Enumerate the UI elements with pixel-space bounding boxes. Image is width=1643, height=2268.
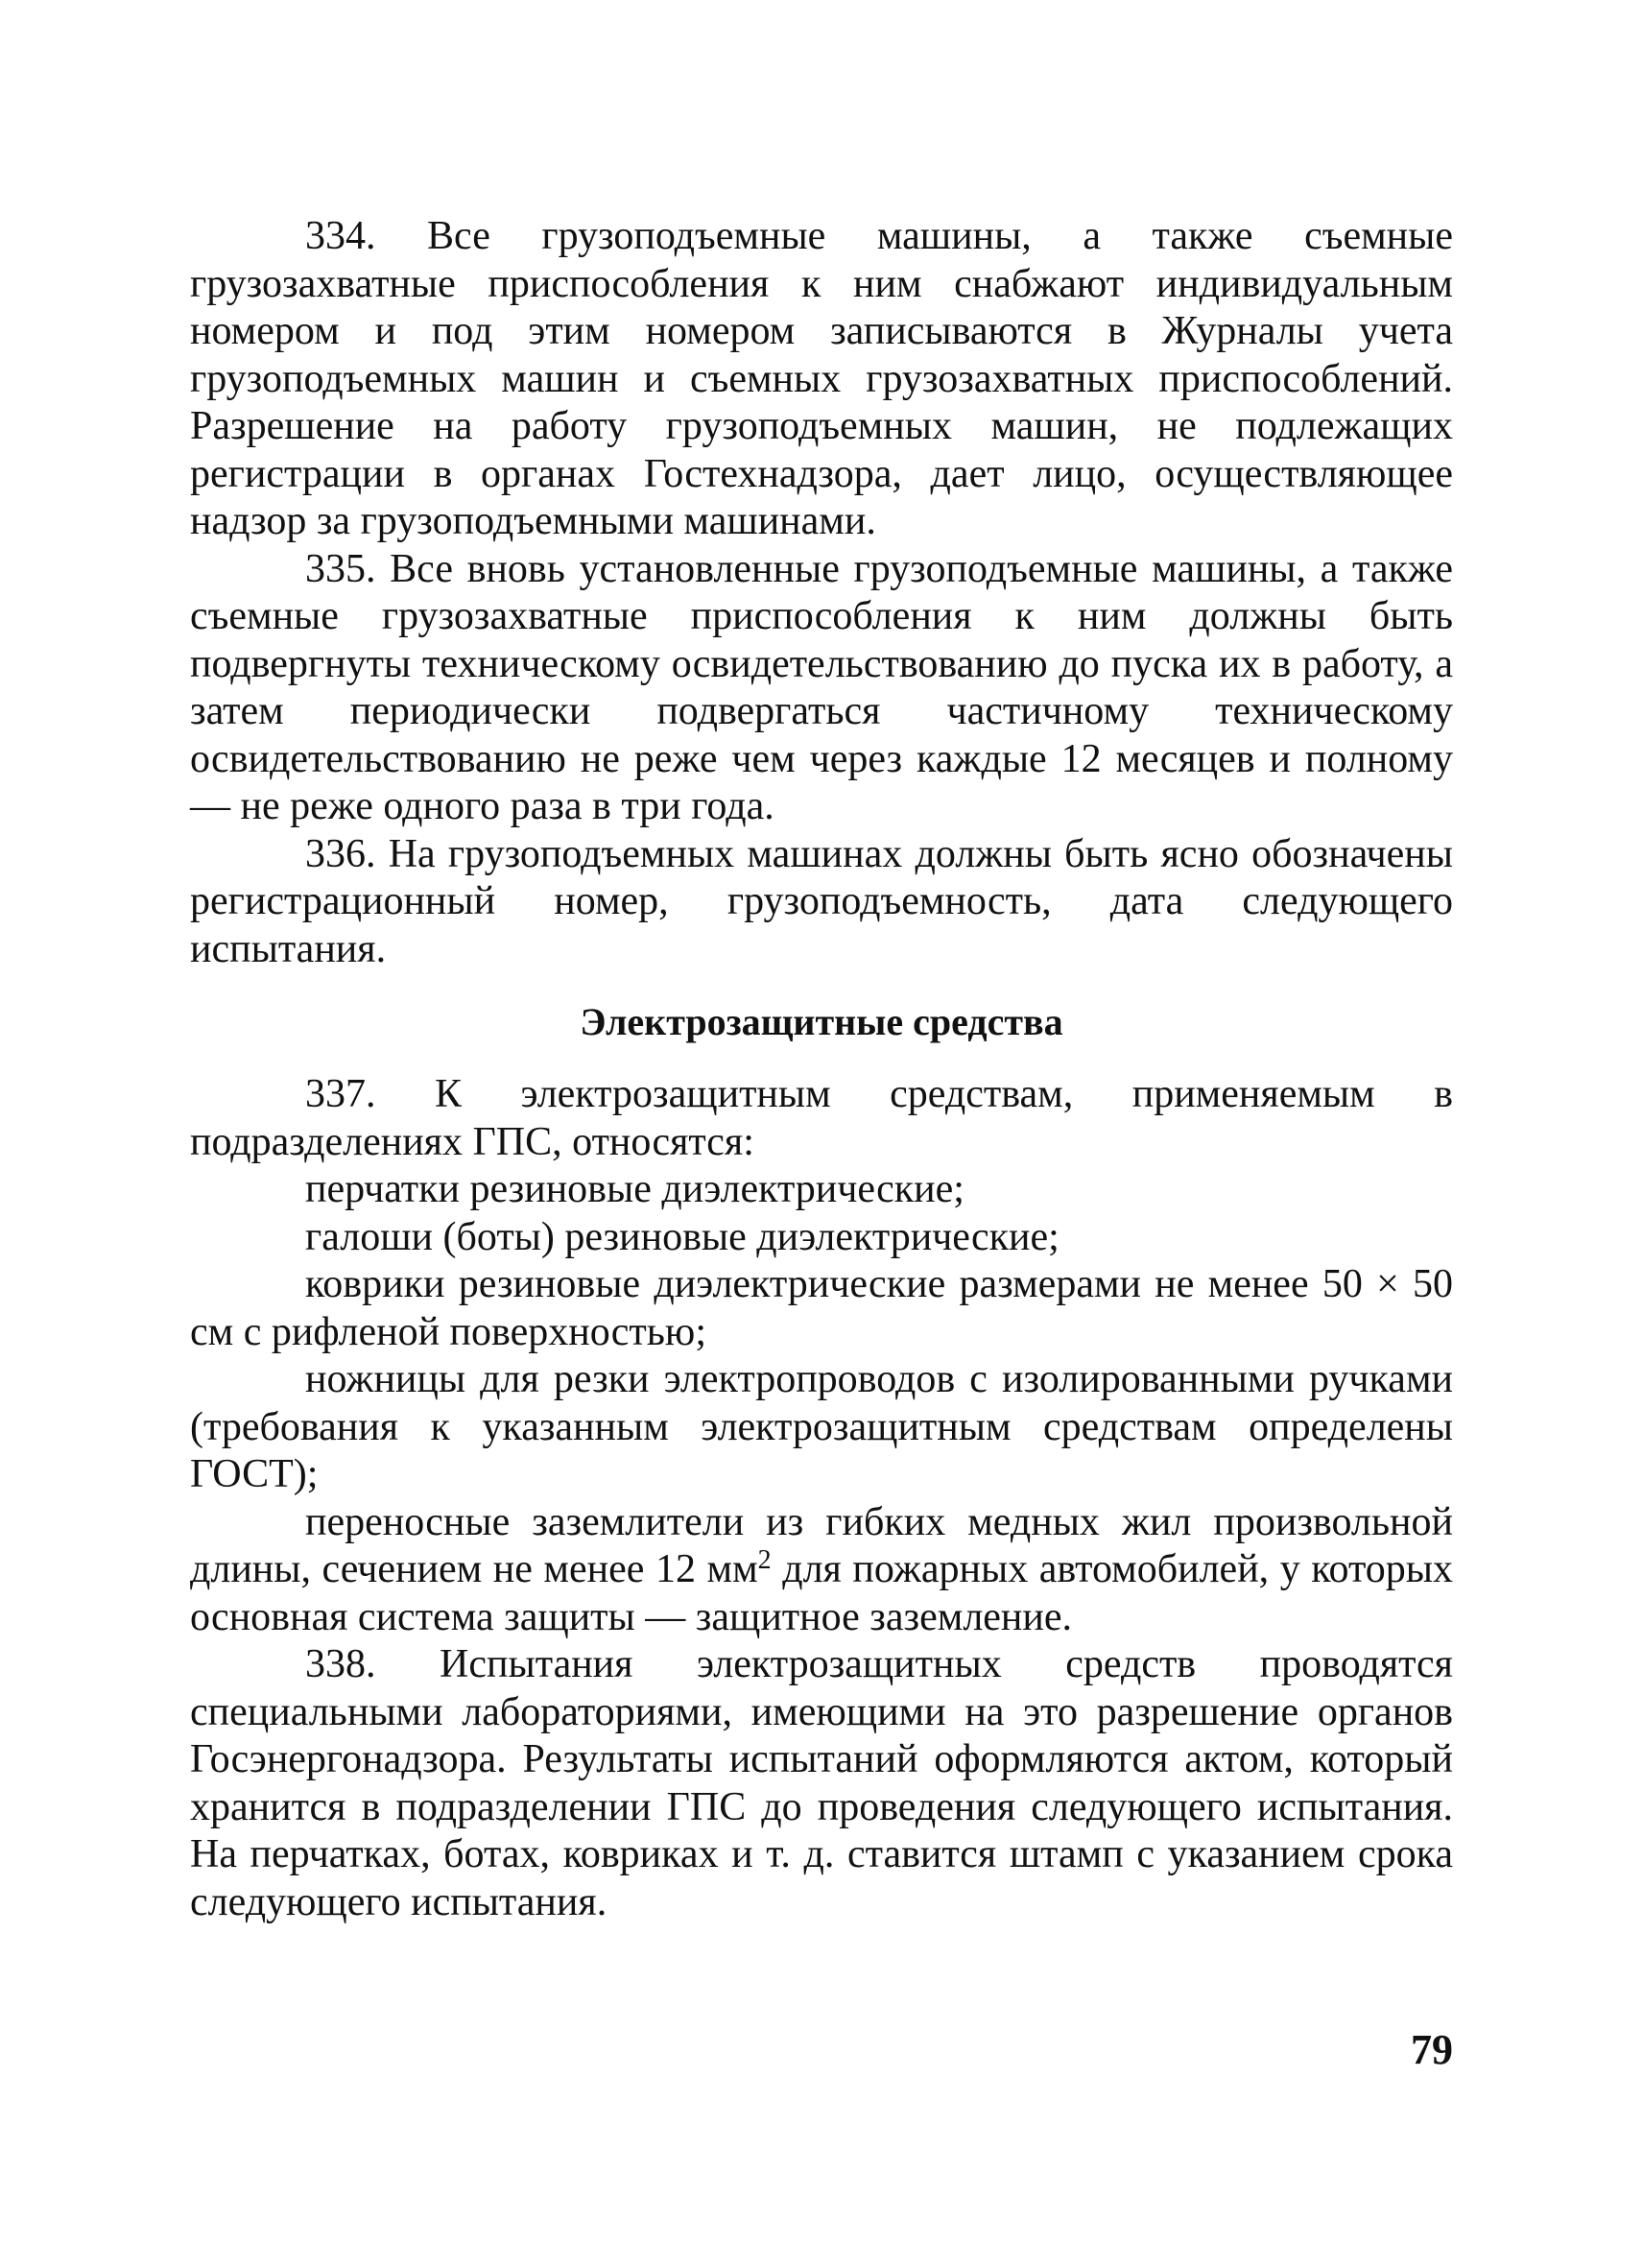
paragraph-334: 334. Все грузоподъемные машины, а также съемные грузозахватные приспособления к ним снабжают индивидуальным номером и под этим номером записываются в Журналы учета грузоподъемных машин и съемных грузозахватных приспособлений. Разрешение на работу грузоподъемных машин, не подлежащих регистрации в органах Гостехнадзора, дает лицо, осуществляющее надзор за грузоподъемными машинами. — [190, 214, 1453, 543]
list-item: ножницы для резки электропроводов с изолированными ручками (требования к указанным электрозащитным средствам определены ГОСТ); — [190, 1357, 1453, 1496]
list-item-text-end: для пожарных автомобилей, у которых основная система защиты — защитное заземление. — [190, 1547, 1453, 1639]
paragraph-335: 335. Все вновь установленные грузоподъемные машины, а также съемные грузозахватные приспособления к ним должны быть подвергнуты техническому освидетельствованию до пуска их в работу, а затем периодически подвергаться частичному техническому освидетельствованию не реже чем через каждые 12 месяцев и полному — не реже одного раза в три года. — [190, 546, 1453, 828]
page-number: 79 — [1411, 2026, 1453, 2073]
list-item: перчатки резиновые диэлектрические; — [305, 1167, 964, 1211]
superscript-exponent: 2 — [757, 1545, 772, 1575]
list-item: галоши (боты) резиновые диэлектрические; — [305, 1214, 1060, 1259]
paragraph-337-intro: 337. К электрозащитным средствам, применяемым в подразделениях ГПС, относятся: — [190, 1072, 1453, 1164]
section-heading: Электрозащитные средства — [580, 1000, 1063, 1043]
list-item-text-start: переносные заземлители из гибких медных жил произвольной длины, сечением не менее 12 мм — [190, 1499, 1453, 1591]
paragraph-336: 336. На грузоподъемных машинах должны быть ясно обозначены регистрационный номер, грузоподъемность, дата следующего испытания. — [190, 831, 1453, 971]
list-item: коврики резиновые диэлектрические размерами не менее 50 × 50 см с рифленой поверхностью; — [190, 1262, 1453, 1354]
paragraph-338: 338. Испытания электрозащитных средств проводятся специальными лабораториями, имеющими на это разрешение органов Госэнергонадзора. Результаты испытаний оформляются актом, который хранится в подразделении ГПС до проведения следующего испытания. На перчатках, ботах, ковриках и т. д. ставится штамп с указанием срока следующего испытания. — [190, 1642, 1453, 1924]
body-text — [190, 213, 1453, 1926]
list-item-grounding — [190, 1499, 1453, 1642]
